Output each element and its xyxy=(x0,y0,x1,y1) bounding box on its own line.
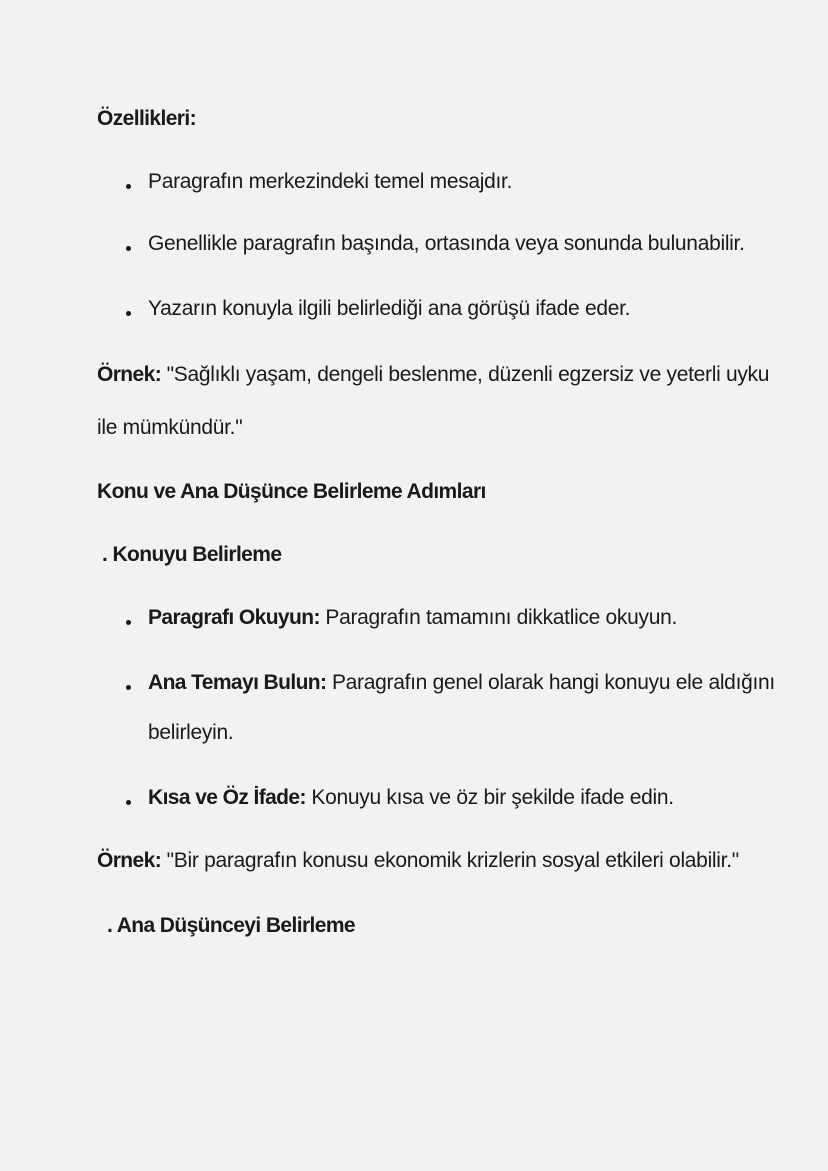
bullet-icon xyxy=(126,184,131,189)
bullet-icon xyxy=(126,685,131,690)
example-1-text-line-2: ile mümkündür." xyxy=(97,416,243,439)
step-1-item-1 xyxy=(148,604,677,632)
example-2-label: Örnek: xyxy=(97,849,162,872)
step-1-item-3-label: Kısa ve Öz İfade: xyxy=(148,786,306,809)
features-heading: Özellikleri: xyxy=(97,107,197,130)
step-1-item-2-text: Paragrafın genel olarak hangi konuyu ele aldığını xyxy=(326,671,775,694)
feature-item-2: Genellikle paragrafın başında, ortasında veya sonunda bulunabilir. xyxy=(148,232,745,255)
step-1-item-2 xyxy=(148,669,775,697)
step-1-item-3 xyxy=(148,784,674,812)
bullet-icon xyxy=(126,800,131,805)
example-2 xyxy=(97,847,739,875)
feature-item-1: Paragrafın merkezindeki temel mesajdır. xyxy=(148,170,513,193)
bullet-icon xyxy=(126,246,131,251)
step-1-item-2-continuation: belirleyin. xyxy=(148,721,234,744)
feature-item-3: Yazarın konuyla ilgili belirlediği ana görüşü ifade eder. xyxy=(148,297,631,320)
step-1-item-2-label: Ana Temayı Bulun: xyxy=(148,671,327,694)
example-2-text: "Bir paragrafın konusu ekonomik krizlerin sosyal etkileri olabilir." xyxy=(161,849,739,872)
example-1-label: Örnek: xyxy=(97,363,162,386)
bullet-icon xyxy=(126,620,131,625)
step-2-heading: . Ana Düşünceyi Belirleme xyxy=(107,914,355,937)
example-1-text-line-1: "Sağlıklı yaşam, dengeli beslenme, düzenli egzersiz ve yeterli uyku xyxy=(166,363,770,386)
step-1-heading: . Konuyu Belirleme xyxy=(102,543,282,566)
bullet-icon xyxy=(126,311,131,316)
example-1-line-1 xyxy=(97,361,769,389)
steps-heading: Konu ve Ana Düşünce Belirleme Adımları xyxy=(97,480,486,503)
step-1-item-3-text: Konuyu kısa ve öz bir şekilde ifade edin. xyxy=(305,786,674,809)
step-1-item-1-text: Paragrafın tamamını dikkatlice okuyun. xyxy=(319,606,678,629)
step-1-item-1-label: Paragrafı Okuyun: xyxy=(148,606,320,629)
